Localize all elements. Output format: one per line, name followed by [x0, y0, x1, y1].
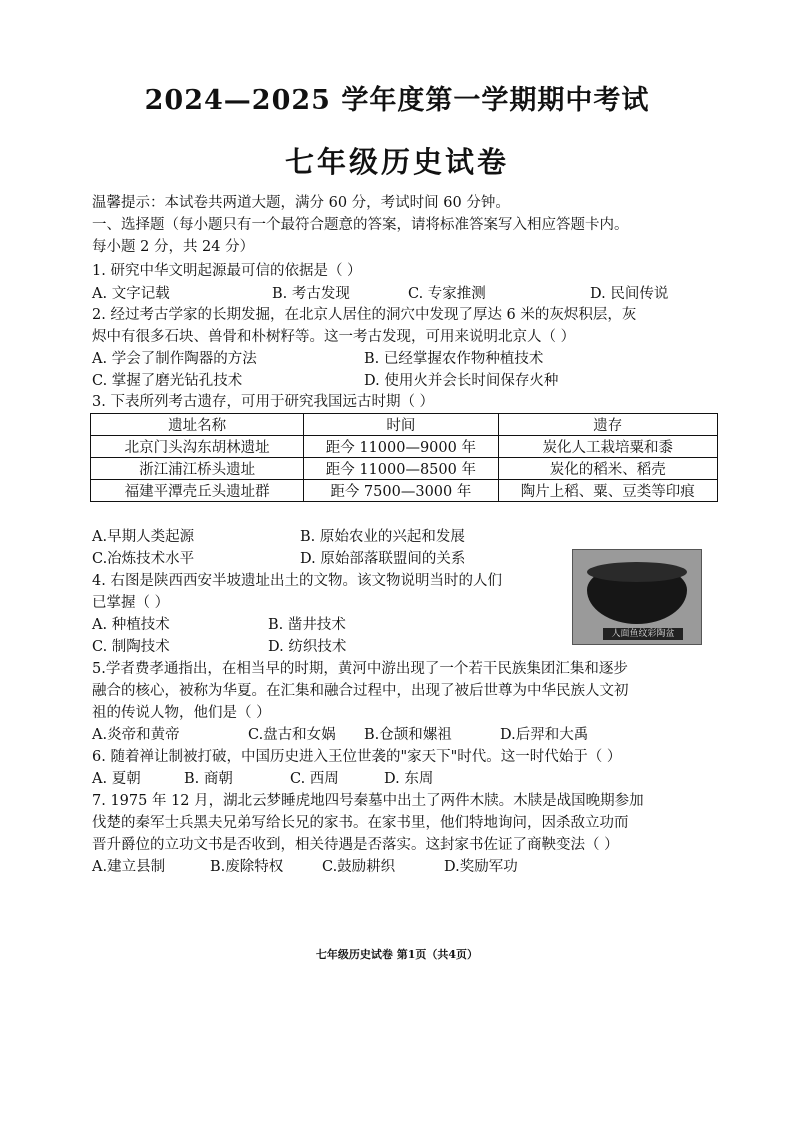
q1-option-a: A. 文字记载 — [92, 286, 170, 302]
q1-option-b: B. 考古发现 — [272, 286, 350, 302]
table-header: 时间 — [304, 414, 498, 436]
bowl-rim — [587, 562, 687, 582]
table-cell: 距今 7500—3000 年 — [304, 480, 498, 502]
table-cell: 炭化人工栽培粟和黍 — [498, 436, 717, 458]
table-row — [91, 458, 718, 480]
q3-option-a: A.早期人类起源 — [92, 529, 195, 545]
q4-stem-line2: 已掌握（ ） — [92, 595, 170, 611]
q7-stem-line3: 晋升爵位的立功文书是否收到，相关待遇是否落实。这封家书佐证了商鞅变法（ ） — [92, 837, 619, 853]
q3-option-c: C.冶炼技术水平 — [92, 551, 195, 567]
q5-option-a: A.炎帝和黄帝 — [92, 727, 180, 743]
q7-stem-line1: 7. 1975 年 12 月，湖北云梦睡虎地四号秦墓中出土了两件木牍。木牍是战国晚期参加 — [92, 793, 644, 809]
q2-option-c: C. 掌握了磨光钻孔技术 — [92, 373, 243, 389]
table-row — [91, 436, 718, 458]
q5-stem-line3: 祖的传说人物，他们是（ ） — [92, 705, 271, 721]
q4-option-b: B. 凿井技术 — [268, 617, 346, 633]
q5-option-c: C.盘古和女娲 — [248, 727, 336, 743]
q6-option-d: D. 东周 — [384, 771, 434, 787]
q1-option-d: D. 民间传说 — [590, 286, 669, 302]
q4-option-d: D. 纺织技术 — [268, 639, 347, 655]
table-cell: 距今 11000—8500 年 — [304, 458, 498, 480]
q5-option-d: D.后羿和大禹 — [500, 727, 589, 743]
q3-stem: 3. 下表所列考古遗存，可用于研究我国远古时期（ ） — [92, 394, 435, 410]
q7-option-b: B.废除特权 — [210, 859, 284, 875]
q3-option-b: B. 原始农业的兴起和发展 — [300, 529, 465, 545]
table-cell: 浙江浦江桥头遗址 — [91, 458, 304, 480]
q7-option-d: D.奖励军功 — [444, 859, 518, 875]
q1-option-c: C. 专家推测 — [408, 286, 486, 302]
q6-option-a: A. 夏朝 — [92, 771, 141, 787]
exam-subtitle: 七年级历史试卷 — [284, 145, 509, 179]
pottery-bowl-photo — [572, 549, 702, 645]
table-cell: 陶片上稻、粟、豆类等印痕 — [498, 480, 717, 502]
table-header: 遗址名称 — [91, 414, 304, 436]
table-cell: 北京门头沟东胡林遗址 — [91, 436, 304, 458]
q2-stem-line2: 烬中有很多石块、兽骨和朴树籽等。这一考古发现，可用来说明北京人（ ） — [92, 329, 576, 345]
table-cell: 炭化的稻米、稻壳 — [498, 458, 717, 480]
q2-option-a: A. 学会了制作陶器的方法 — [92, 351, 257, 367]
table-header: 遗存 — [498, 414, 717, 436]
q4-option-c: C. 制陶技术 — [92, 639, 170, 655]
photo-caption: 人面鱼纹彩陶盆 — [603, 628, 683, 640]
q7-option-c: C.鼓励耕织 — [322, 859, 396, 875]
notice-text: 温馨提示：本试卷共两道大题，满分 60 分，考试时间 60 分钟。 — [92, 195, 510, 211]
section-scoring: 每小题 2 分，共 24 分） — [92, 239, 255, 255]
table-cell: 距今 11000—9000 年 — [304, 436, 498, 458]
q4-option-a: A. 种植技术 — [92, 617, 170, 633]
q2-option-d: D. 使用火并会长时间保存火种 — [364, 373, 559, 389]
q4-stem-line1: 4. 右图是陕西西安半坡遗址出土的文物。该文物说明当时的人们 — [92, 573, 502, 589]
q5-stem-line2: 融合的核心，被称为华夏。在汇集和融合过程中，出现了被后世尊为中华民族人文初 — [92, 683, 629, 699]
table-cell: 福建平潭壳丘头遗址群 — [91, 480, 304, 502]
page-footer: 七年级历史试卷 第1页（共4页） — [315, 948, 479, 961]
q6-option-c: C. 西周 — [290, 771, 339, 787]
q5-option-b: B.仓颉和嫘祖 — [364, 727, 452, 743]
q1-stem: 1. 研究中华文明起源最可信的依据是（ ） — [92, 263, 362, 279]
table-header-row — [91, 414, 718, 436]
q6-option-b: B. 商朝 — [184, 771, 233, 787]
q7-stem-line2: 伐楚的秦军士兵黑夫兄弟写给长兄的家书。在家书里，他们特地询问，因杀敌立功而 — [92, 815, 629, 831]
relics-table — [90, 413, 718, 502]
exam-title: 2024—2025 学年度第一学期期中考试 — [144, 85, 650, 116]
table-row — [91, 480, 718, 502]
q7-option-a: A.建立县制 — [92, 859, 166, 875]
q2-option-b: B. 已经掌握农作物种植技术 — [364, 351, 544, 367]
q3-option-d: D. 原始部落联盟间的关系 — [300, 551, 466, 567]
q6-stem: 6. 随着禅让制被打破，中国历史进入王位世袭的"家天下"时代。这一时代始于（ ） — [92, 749, 622, 765]
q5-stem-line1: 5.学者费孝通指出，在相当早的时期，黄河中游出现了一个若干民族集团汇集和逐步 — [92, 661, 628, 677]
q2-stem-line1: 2. 经过考古学家的长期发掘，在北京人居住的洞穴中发现了厚达 6 米的灰烬积层，灰 — [92, 307, 637, 323]
section-heading: 一、选择题（每小题只有一个最符合题意的答案，请将标准答案写入相应答题卡内。 — [92, 217, 629, 233]
